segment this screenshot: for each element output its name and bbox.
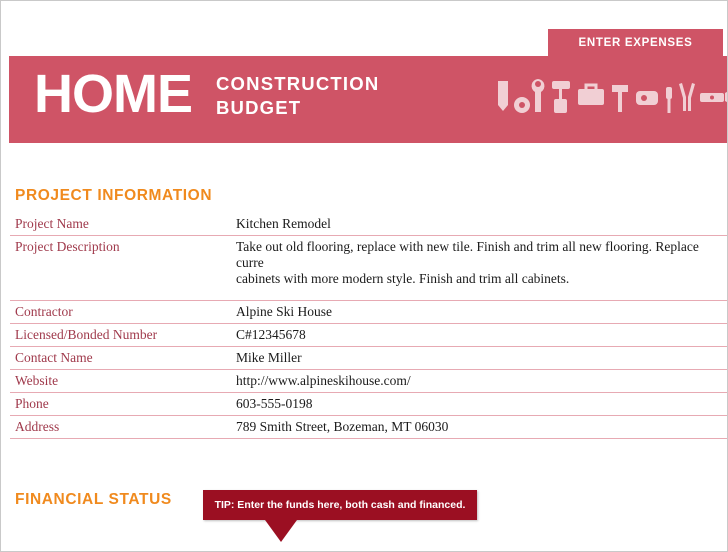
financial-status-heading: FINANCIAL STATUS bbox=[15, 491, 172, 508]
row-value[interactable]: Kitchen Remodel bbox=[231, 213, 728, 236]
title-home: HOME bbox=[34, 64, 192, 124]
row-value[interactable] bbox=[231, 236, 728, 291]
enter-expenses-button[interactable]: ENTER EXPENSES bbox=[548, 29, 723, 57]
row-value[interactable]: Mike Miller bbox=[231, 347, 728, 370]
project-information-heading: PROJECT INFORMATION bbox=[15, 187, 213, 204]
row-value[interactable]: http://www.alpineskihouse.com/ bbox=[231, 370, 728, 393]
table-row bbox=[10, 347, 728, 370]
row-label: Contact Name bbox=[10, 347, 231, 370]
tip-callout bbox=[203, 490, 477, 520]
row-label: Project Description bbox=[15, 239, 120, 254]
row-value[interactable]: 789 Smith Street, Bozeman, MT 06030 bbox=[231, 416, 728, 439]
tip-text: TIP: Enter the funds here, both cash and financed. bbox=[203, 490, 477, 520]
table-row bbox=[10, 301, 728, 324]
table-row bbox=[10, 324, 728, 347]
table-spacer-row bbox=[10, 290, 728, 301]
row-label: Phone bbox=[10, 393, 231, 416]
row-value[interactable]: C#12345678 bbox=[231, 324, 728, 347]
construction-tools-icon bbox=[496, 75, 727, 123]
table-row bbox=[10, 393, 728, 416]
row-label: Project Name bbox=[10, 213, 231, 236]
row-value[interactable]: 603-555-0198 bbox=[231, 393, 728, 416]
title-subtitle-line2: BUDGET bbox=[216, 97, 302, 118]
row-value[interactable]: Alpine Ski House bbox=[231, 301, 728, 324]
row-label: Licensed/Bonded Number bbox=[10, 324, 231, 347]
title-subtitle bbox=[216, 72, 379, 120]
table-row-description bbox=[10, 236, 728, 291]
spacer-cell-right bbox=[231, 290, 728, 301]
description-line-2: cabinets with more modern style. Finish and trim all cabinets. bbox=[236, 271, 570, 286]
table-row bbox=[10, 213, 728, 236]
row-label: Website bbox=[10, 370, 231, 393]
row-label: Contractor bbox=[10, 301, 231, 324]
spacer-cell-left bbox=[10, 290, 231, 301]
project-information-table bbox=[10, 213, 728, 439]
description-line-1: Take out old flooring, replace with new tile. Finish and trim all new flooring. Replace curre bbox=[236, 239, 699, 270]
row-label: Address bbox=[10, 416, 231, 439]
tip-pointer-icon bbox=[265, 520, 297, 542]
table-row bbox=[10, 416, 728, 439]
table-row bbox=[10, 370, 728, 393]
page-title bbox=[34, 62, 379, 126]
header-banner bbox=[9, 56, 727, 143]
title-subtitle-line1: CONSTRUCTION bbox=[216, 73, 380, 94]
